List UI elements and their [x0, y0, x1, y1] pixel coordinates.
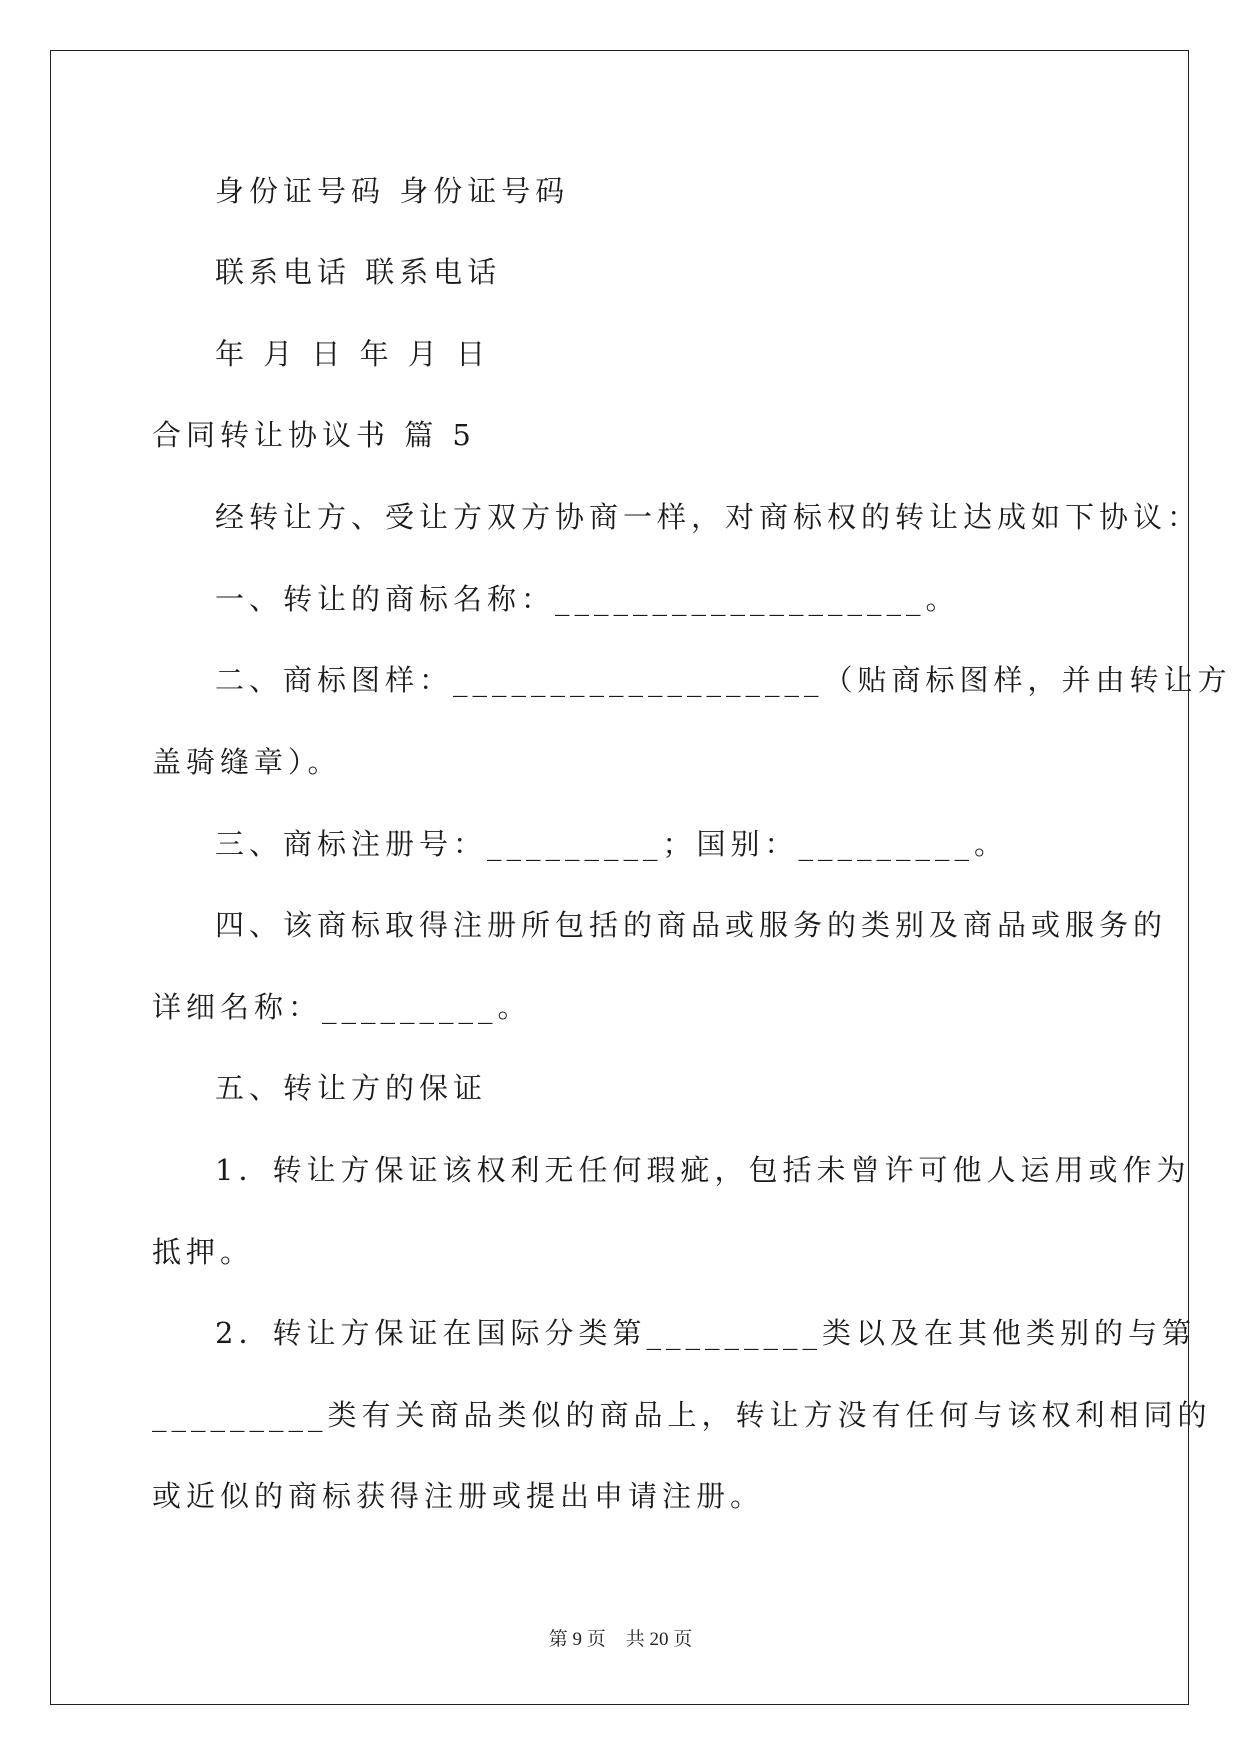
clause-5-item-2-cont: _________类有关商品类似的商品上，转让方没有任何与该权利相同的 — [152, 1398, 1212, 1432]
phone-line: 联系电话 联系电话 — [215, 255, 502, 289]
intro-paragraph: 经转让方、受让方双方协商一样，对商标权的转让达成如下协议： — [215, 500, 1202, 534]
clause-1: 一、转让的商标名称：___________________。 — [215, 582, 960, 616]
page-number: 第 9 页 — [548, 1629, 606, 1650]
clause-5-item-1-cont: 抵押。 — [152, 1235, 255, 1269]
clause-4: 四、该商标取得注册所包括的商品或服务的类别及商品或服务的 — [215, 908, 1168, 942]
clause-5-item-1: 1．转让方保证该权利无任何瑕疵，包括未曾许可他人运用或作为 — [215, 1153, 1191, 1187]
clause-4-cont: 详细名称：_________。 — [152, 990, 532, 1024]
page-frame — [50, 50, 1189, 1705]
page-total: 共 20 页 — [625, 1629, 693, 1650]
clause-5-item-2: 2．转让方保证在国际分类第_________类以及在其他类别的与第 — [215, 1316, 1196, 1350]
id-number-line: 身份证号码 身份证号码 — [215, 174, 570, 208]
section-heading: 合同转让协议书 篇 5 — [152, 418, 476, 452]
clause-5-item-2-cont2: 或近似的商标获得注册或提出申请注册。 — [152, 1479, 765, 1513]
clause-5-heading: 五、转让方的保证 — [215, 1071, 488, 1105]
clause-2-cont: 盖骑缝章）。 — [152, 745, 342, 779]
date-line: 年 月 日 年 月 日 — [215, 337, 491, 371]
clause-3: 三、商标注册号：_________；国别：_________。 — [215, 827, 1009, 861]
clause-2: 二、商标图样：___________________（贴商标图样，并由转让方 — [215, 663, 1232, 697]
page-footer — [0, 1624, 1241, 1651]
